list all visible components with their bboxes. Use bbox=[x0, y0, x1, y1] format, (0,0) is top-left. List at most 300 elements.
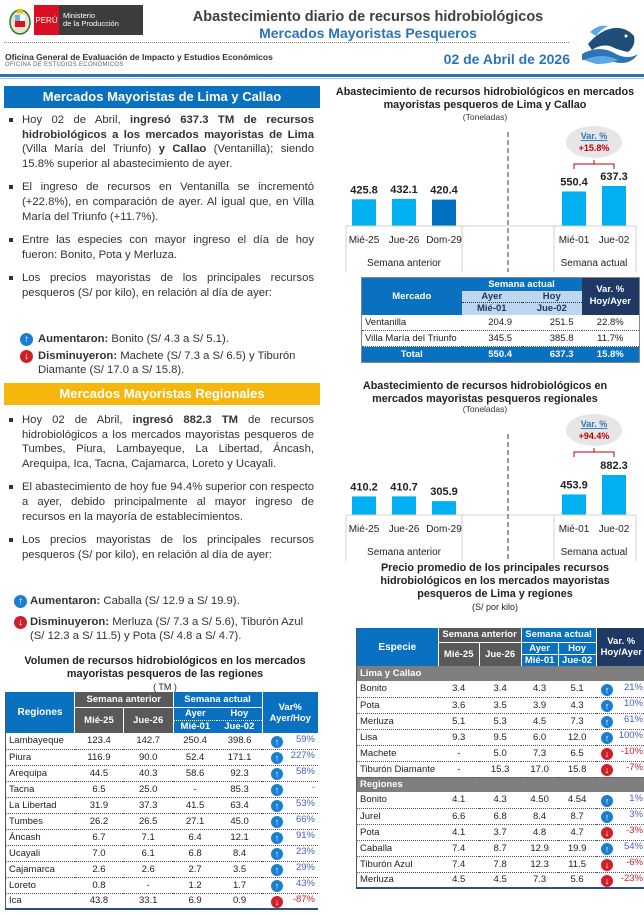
cell-c1: 6.6 bbox=[438, 808, 479, 824]
cell-c1: 7.4 bbox=[438, 856, 479, 872]
header-jue02: Jue-02 bbox=[217, 720, 262, 733]
var-cell bbox=[596, 697, 644, 713]
price-table-unit: (S/ por kilo) bbox=[471, 602, 518, 612]
header-bar bbox=[0, 74, 644, 77]
table-row bbox=[357, 761, 644, 777]
arrow-up-icon: ↑ bbox=[271, 864, 283, 876]
cell-c2: 25.0 bbox=[123, 781, 173, 797]
cell-c3: 250.4 bbox=[173, 733, 217, 749]
var-value: -87% bbox=[292, 893, 315, 905]
table-row bbox=[6, 797, 319, 813]
var-value: -3% bbox=[626, 825, 643, 836]
fish-logo-icon bbox=[580, 10, 640, 66]
cell-c3: 2.7 bbox=[173, 861, 217, 877]
arrow-up-icon: ↑ bbox=[601, 811, 613, 823]
arrow-down-icon: ↓ bbox=[601, 859, 613, 871]
logo-ministry bbox=[59, 5, 143, 35]
cell-c2: - bbox=[123, 877, 173, 893]
cell-c4: 4.3 bbox=[558, 697, 596, 713]
var-cell bbox=[262, 845, 318, 861]
bar bbox=[432, 501, 456, 515]
cell-c1: 4.5 bbox=[438, 872, 479, 888]
office-name: Oficina General de Evaluación de Impacto y Estudios Económicos bbox=[5, 52, 273, 62]
cell-c2: 8.7 bbox=[479, 840, 521, 856]
total-row bbox=[362, 347, 640, 363]
arrow-up-icon: ↑ bbox=[271, 848, 283, 860]
cell-c2: 7.8 bbox=[479, 856, 521, 872]
down-label: Disminuyeron: bbox=[38, 349, 118, 362]
cell-c2: 3.5 bbox=[479, 697, 521, 713]
var-label: Var. % bbox=[580, 419, 608, 429]
var-cell bbox=[262, 781, 318, 797]
category-label: Dom-29 bbox=[426, 524, 462, 535]
cell-c1: 7.0 bbox=[75, 845, 124, 861]
cell-c3: 4.5 bbox=[521, 713, 558, 729]
lima-bullet-3: Entre las especies con mayor ingreso el día de hoy fueron: Bonito, Pota y Merluza. bbox=[8, 233, 314, 262]
bar bbox=[562, 494, 586, 515]
cell-c1: 4.1 bbox=[438, 792, 479, 808]
species-name: Bonito bbox=[357, 681, 439, 697]
cell-c1: 6.5 bbox=[75, 781, 124, 797]
header-market: Mercado bbox=[362, 278, 462, 315]
cell-c2: 142.7 bbox=[123, 733, 173, 749]
lima-price-changes bbox=[18, 332, 318, 378]
header-species: Especie bbox=[357, 628, 439, 666]
region-name: Arequipa bbox=[6, 765, 75, 781]
price-table-body bbox=[357, 666, 644, 888]
arrow-down-icon: ↓ bbox=[14, 616, 27, 629]
var-value: +94.4% bbox=[578, 431, 610, 441]
lima-chart bbox=[326, 86, 644, 287]
cell-c1: - bbox=[438, 745, 479, 761]
var-cell bbox=[262, 749, 318, 765]
table-row bbox=[6, 781, 319, 797]
var-cell bbox=[596, 729, 644, 745]
cell-c3: 6.8 bbox=[173, 845, 217, 861]
bar-label: 550.4 bbox=[560, 176, 588, 189]
regional-bullet-1 bbox=[8, 413, 314, 471]
var-cell bbox=[596, 745, 644, 761]
bar-label: 453.9 bbox=[560, 479, 588, 492]
cell-c4: 171.1 bbox=[217, 749, 262, 765]
price-table-title-text: Precio promedio de los principales recursos hidrobiológicos en los mercados mayoristas pesqueros de Lima y regiones bbox=[380, 562, 610, 600]
cell-c4: 19.9 bbox=[558, 840, 596, 856]
species-name: Machete bbox=[357, 745, 439, 761]
regional-bullets bbox=[8, 413, 314, 565]
var-value: 58% bbox=[295, 766, 315, 777]
species-name: Tiburón Azul bbox=[357, 856, 439, 872]
var-value: 227% bbox=[290, 750, 315, 761]
var-cell bbox=[262, 765, 318, 781]
cell-c2: 33.1 bbox=[123, 893, 173, 909]
var-cell bbox=[596, 792, 644, 808]
header-curr-week: Semana actual bbox=[521, 628, 596, 642]
cell-c4: 398.6 bbox=[217, 733, 262, 749]
table-row bbox=[362, 331, 640, 347]
lima-bullet-4: Los precios mayoristas de los principales recursos pesqueros (S/ por kilo), en relación al día de ayer: bbox=[8, 271, 314, 300]
table-row bbox=[6, 861, 319, 877]
arrow-up-icon: ↑ bbox=[271, 880, 283, 892]
header-mie01: Mié-01 bbox=[462, 303, 523, 315]
var-value: -7% bbox=[626, 762, 643, 773]
cell-c2: 4.5 bbox=[479, 872, 521, 888]
market-name: Villa María del Triunfo bbox=[362, 331, 462, 347]
regions-table-title-text: Volumen de recursos hidrobiológicos en los mercados mayoristas pesqueros de las regiones bbox=[24, 655, 306, 680]
cell-c3: 4.3 bbox=[521, 681, 558, 697]
species-name: Pota bbox=[357, 697, 439, 713]
table-row bbox=[6, 893, 319, 909]
lima-section-heading: Mercados Mayoristas de Lima y Callao bbox=[4, 86, 320, 108]
category-label: Jue-02 bbox=[598, 235, 630, 246]
cell-c4: 92.3 bbox=[217, 765, 262, 781]
var-cell bbox=[262, 813, 318, 829]
cell-c1: 116.9 bbox=[75, 749, 124, 765]
category-label: Mié-25 bbox=[348, 524, 380, 535]
arrow-up-icon: ↑ bbox=[271, 752, 283, 764]
cell-c3: 41.5 bbox=[173, 797, 217, 813]
var-value: 1% bbox=[629, 792, 643, 804]
species-name: Merluza bbox=[357, 713, 439, 729]
group-label: Lima y Callao bbox=[357, 666, 644, 681]
cell-c1: 43.8 bbox=[75, 893, 124, 909]
var-value: 54% bbox=[623, 841, 643, 852]
bar-label: 305.9 bbox=[430, 486, 458, 499]
region-name: Áncash bbox=[6, 829, 75, 845]
bar bbox=[432, 200, 456, 226]
market-table-body bbox=[362, 315, 640, 363]
cell-c4: 0.9 bbox=[217, 893, 262, 909]
bar bbox=[602, 186, 626, 226]
total-var: 15.8% bbox=[596, 349, 624, 360]
cell-c1: 6.7 bbox=[75, 829, 124, 845]
total-ayer: 550.4 bbox=[488, 349, 513, 360]
group-row bbox=[357, 777, 644, 792]
header-divider bbox=[4, 42, 569, 43]
table-row bbox=[6, 813, 319, 829]
lima-chart-plot bbox=[326, 122, 644, 282]
header-var: Var% Ayer/Hoy bbox=[262, 692, 318, 733]
bar bbox=[392, 199, 416, 226]
region-name: Cajamarca bbox=[6, 861, 75, 877]
lima-chart-title: Abastecimiento de recursos hidrobiológicos en mercados mayoristas pesqueros de Lima y Callao bbox=[335, 86, 635, 111]
cell-c4: 4.54 bbox=[558, 792, 596, 808]
report-date: 02 de Abril de 2026 bbox=[443, 51, 570, 67]
region-name: Loreto bbox=[6, 877, 75, 893]
coat-of-arms-icon bbox=[8, 5, 32, 37]
cell-c2: 2.6 bbox=[123, 861, 173, 877]
var-value: 21% bbox=[623, 681, 643, 693]
text: (Ventanilla); siendo 15.8% superior al abastecimiento de ayer. bbox=[22, 143, 314, 170]
species-name: Pota bbox=[357, 824, 439, 840]
bar-label: 410.2 bbox=[350, 481, 378, 494]
bar-label: 410.7 bbox=[390, 481, 418, 494]
arrow-up-icon: ↑ bbox=[601, 843, 613, 855]
arrow-up-icon: ↑ bbox=[601, 732, 613, 744]
regions-table bbox=[5, 692, 318, 910]
page-subtitle: Mercados Mayoristas Pesqueros bbox=[259, 25, 477, 41]
var-value: +15.8% bbox=[578, 143, 610, 153]
group-row bbox=[357, 666, 644, 681]
bar bbox=[352, 496, 376, 515]
arrow-up-icon: ↑ bbox=[271, 736, 283, 748]
arrow-up-icon: ↑ bbox=[271, 800, 283, 812]
header-mie01: Mié-01 bbox=[173, 720, 217, 733]
bar-label: 637.3 bbox=[600, 171, 628, 183]
cell-c4: 4.7 bbox=[558, 824, 596, 840]
header-jue26: Jue-26 bbox=[479, 642, 521, 666]
regions-table-body bbox=[6, 733, 319, 909]
cell-var: 22.8% bbox=[582, 315, 640, 331]
species-name: Caballa bbox=[357, 840, 439, 856]
bar-label: 425.8 bbox=[350, 184, 378, 197]
cell-c2: 3.4 bbox=[479, 681, 521, 697]
cell-c4: 7.3 bbox=[558, 713, 596, 729]
lima-chart-subtitle: (Toneladas) bbox=[462, 112, 508, 122]
arrow-up-icon: ↑ bbox=[271, 816, 283, 828]
cell-c4: 1.7 bbox=[217, 877, 262, 893]
cell-c3: 17.0 bbox=[521, 761, 558, 777]
category-label: Mié-01 bbox=[558, 524, 590, 535]
cell-var: 11.7% bbox=[582, 331, 640, 347]
header-mie25: Mié-25 bbox=[75, 707, 124, 733]
arrow-up-icon: ↑ bbox=[14, 595, 27, 608]
species-name: Jurel bbox=[357, 808, 439, 824]
price-table-title bbox=[355, 562, 635, 614]
arrow-down-icon: ↓ bbox=[20, 350, 33, 363]
cell-c2: 7.1 bbox=[123, 829, 173, 845]
logo-ministry-line1: Ministerio bbox=[63, 11, 96, 20]
cell-c3: 6.4 bbox=[173, 829, 217, 845]
cell-c3: 1.2 bbox=[173, 877, 217, 893]
regional-chart-plot bbox=[326, 414, 644, 564]
region-name: Piura bbox=[6, 749, 75, 765]
var-bracket bbox=[574, 448, 614, 457]
cell-c4: 12.0 bbox=[558, 729, 596, 745]
var-value: 43% bbox=[295, 878, 315, 889]
category-label: Mié-25 bbox=[348, 235, 380, 246]
logo-peru: PERÚ bbox=[34, 5, 59, 35]
table-row bbox=[357, 824, 644, 840]
arrow-down-icon: ↓ bbox=[601, 764, 613, 776]
down-text: Machete (S/ 7.3 a S/ 6.5) y Tiburón Diamante (S/ 17.0 a S/ 15.8). bbox=[38, 349, 296, 377]
cell-c3: 12.3 bbox=[521, 856, 558, 872]
cell-c1: 5.1 bbox=[438, 713, 479, 729]
regional-price-up bbox=[14, 594, 318, 609]
cell-c1: 7.4 bbox=[438, 840, 479, 856]
table-row bbox=[6, 733, 319, 749]
category-label: Mié-01 bbox=[558, 235, 590, 246]
regional-chart bbox=[326, 380, 644, 569]
var-cell bbox=[596, 840, 644, 856]
cell-c2: 26.5 bbox=[123, 813, 173, 829]
cell-c3: 52.4 bbox=[173, 749, 217, 765]
cell-c1: 3.4 bbox=[438, 681, 479, 697]
down-text: Merluza (S/ 7.3 a S/ 5.6), Tiburón Azul (S/ 12.3 a S/ 11.5) y Pota (S/ 4.8 a S/ 4.7). bbox=[30, 615, 304, 643]
market-name: Ventanilla bbox=[362, 315, 462, 331]
header-curr-week: Semana actual bbox=[462, 278, 582, 291]
var-cell bbox=[262, 861, 318, 877]
table-row bbox=[6, 749, 319, 765]
cell-c2: 15.3 bbox=[479, 761, 521, 777]
region-name: Tumbes bbox=[6, 813, 75, 829]
arrow-up-icon: ↑ bbox=[601, 700, 613, 712]
var-value: 59% bbox=[295, 733, 315, 745]
text: (Villa María del Triunfo) bbox=[22, 143, 159, 156]
header-regions: Regiones bbox=[6, 692, 75, 733]
market-table bbox=[361, 277, 640, 363]
cell-c2: 5.3 bbox=[479, 713, 521, 729]
cell-c3: 27.1 bbox=[173, 813, 217, 829]
table-row bbox=[6, 877, 319, 893]
arrow-down-icon: ↓ bbox=[601, 827, 613, 839]
var-value: -10% bbox=[620, 746, 643, 757]
region-name: Ucayali bbox=[6, 845, 75, 861]
header-jue26: Jue-26 bbox=[123, 707, 173, 733]
category-label: Jue-26 bbox=[388, 235, 420, 246]
up-label: Aumentaron: bbox=[38, 333, 109, 345]
text-bold: y Callao bbox=[158, 143, 207, 156]
cell-c4: 11.5 bbox=[558, 856, 596, 872]
cell-c4: 12.1 bbox=[217, 829, 262, 845]
group-label: Semana anterior bbox=[367, 258, 441, 269]
cell-ayer: 345.5 bbox=[462, 331, 523, 347]
category-label: Dom-29 bbox=[426, 235, 462, 246]
cell-c1: 0.8 bbox=[75, 877, 124, 893]
header-hoy: Hoy bbox=[522, 291, 581, 303]
species-name: Tiburón Diamante bbox=[357, 761, 439, 777]
cell-c2: 40.3 bbox=[123, 765, 173, 781]
bar-label: 420.4 bbox=[430, 184, 458, 197]
arrow-down-icon: ↓ bbox=[601, 748, 613, 760]
arrow-up-icon: ↑ bbox=[601, 684, 613, 696]
cell-c3: 12.9 bbox=[521, 840, 558, 856]
table-row bbox=[362, 315, 640, 331]
var-value: 53% bbox=[295, 798, 315, 809]
header-mie25: Mié-25 bbox=[438, 642, 479, 666]
table-row bbox=[357, 729, 644, 745]
table-row bbox=[357, 713, 644, 729]
cell-c4: 8.7 bbox=[558, 808, 596, 824]
arrow-up-icon: ↑ bbox=[271, 832, 283, 844]
species-name: Bonito bbox=[357, 792, 439, 808]
arrow-up-icon: ↑ bbox=[20, 333, 33, 346]
arrow-up-icon: ↑ bbox=[601, 716, 613, 728]
text-bold: ingresó 637.3 TM de recursos hidrobiológicos a los mercados mayoristas de Lima bbox=[22, 114, 314, 141]
table-row bbox=[357, 872, 644, 888]
var-bracket bbox=[574, 160, 614, 169]
total-label: Total bbox=[400, 349, 423, 360]
cell-c3: 4.50 bbox=[521, 792, 558, 808]
up-text: Bonito (S/ 4.3 a S/ 5.1). bbox=[108, 333, 229, 345]
cell-c1: 9.3 bbox=[438, 729, 479, 745]
header-ayer: Ayer bbox=[462, 291, 523, 303]
group-label: Semana actual bbox=[560, 258, 628, 269]
cell-c1: 2.6 bbox=[75, 861, 124, 877]
var-cell bbox=[596, 824, 644, 840]
var-cell bbox=[262, 797, 318, 813]
regional-price-changes bbox=[14, 594, 318, 644]
table-row bbox=[6, 829, 319, 845]
cell-c1: 4.1 bbox=[438, 824, 479, 840]
region-name: La Libertad bbox=[6, 797, 75, 813]
cell-hoy: 251.5 bbox=[522, 315, 581, 331]
cell-c1: 3.6 bbox=[438, 697, 479, 713]
var-cell bbox=[596, 872, 644, 888]
price-table bbox=[356, 628, 644, 889]
region-name: Tacna bbox=[6, 781, 75, 797]
regional-chart-subtitle: (Toneladas) bbox=[462, 404, 508, 414]
regional-price-down bbox=[14, 615, 318, 644]
header-var: Var. % Hoy/Ayer bbox=[582, 278, 640, 315]
header-hoy: Hoy bbox=[217, 707, 262, 720]
var-value: 100% bbox=[618, 730, 643, 741]
cell-c1: 31.9 bbox=[75, 797, 124, 813]
var-value: 23% bbox=[295, 846, 315, 857]
text: Hoy 02 de Abril, bbox=[22, 114, 131, 126]
cell-c4: 6.5 bbox=[558, 745, 596, 761]
bar bbox=[392, 496, 416, 515]
lima-price-down bbox=[18, 349, 318, 378]
lima-price-up bbox=[18, 332, 318, 347]
cell-c4: 3.5 bbox=[217, 861, 262, 877]
office-subname: OFICINA DE ESTUDIOS ECONÓMICOS bbox=[5, 62, 124, 68]
var-cell bbox=[596, 681, 644, 697]
lima-bullet-1 bbox=[8, 113, 314, 171]
up-text: Caballa (S/ 12.9 a S/ 19.9). bbox=[100, 595, 240, 607]
header-ayer: Ayer bbox=[521, 642, 558, 654]
var-cell bbox=[262, 829, 318, 845]
cell-c4: 8.4 bbox=[217, 845, 262, 861]
header-jue02: Jue-02 bbox=[522, 303, 581, 315]
species-name: Merluza bbox=[357, 872, 439, 888]
var-cell bbox=[596, 856, 644, 872]
up-label: Aumentaron: bbox=[30, 595, 101, 607]
var-value: -6% bbox=[626, 857, 643, 868]
var-value: - bbox=[311, 782, 315, 793]
header-hoy: Hoy bbox=[558, 642, 596, 654]
var-cell bbox=[262, 733, 318, 749]
var-cell bbox=[262, 877, 318, 893]
cell-c3: 8.4 bbox=[521, 808, 558, 824]
cell-c1: - bbox=[438, 761, 479, 777]
region-name: Ica bbox=[6, 893, 75, 909]
species-name: Lisa bbox=[357, 729, 439, 745]
cell-c1: 26.2 bbox=[75, 813, 124, 829]
header-curr-week: Semana actual bbox=[173, 692, 262, 707]
total-hoy: 637.3 bbox=[549, 349, 574, 360]
arrow-up-icon: ↑ bbox=[601, 795, 613, 807]
var-label: Var. % bbox=[580, 131, 608, 141]
var-value: 66% bbox=[295, 814, 315, 825]
table-row bbox=[357, 697, 644, 713]
arrow-down-icon: ↓ bbox=[271, 896, 283, 908]
regions-table-title bbox=[10, 655, 320, 694]
cell-c2: 3.7 bbox=[479, 824, 521, 840]
var-value: -23% bbox=[620, 872, 643, 884]
cell-c1: 44.5 bbox=[75, 765, 124, 781]
cell-c3: - bbox=[173, 781, 217, 797]
cell-c4: 15.8 bbox=[558, 761, 596, 777]
category-label: Jue-26 bbox=[388, 524, 420, 535]
cell-c2: 9.5 bbox=[479, 729, 521, 745]
page-header bbox=[0, 0, 644, 78]
header-mie01: Mié-01 bbox=[521, 654, 558, 666]
region-name: Lambayeque bbox=[6, 733, 75, 749]
cell-c2: 37.3 bbox=[123, 797, 173, 813]
group-label: Semana anterior bbox=[367, 547, 441, 558]
bar-label: 432.1 bbox=[390, 183, 418, 196]
category-label: Jue-02 bbox=[598, 524, 630, 535]
